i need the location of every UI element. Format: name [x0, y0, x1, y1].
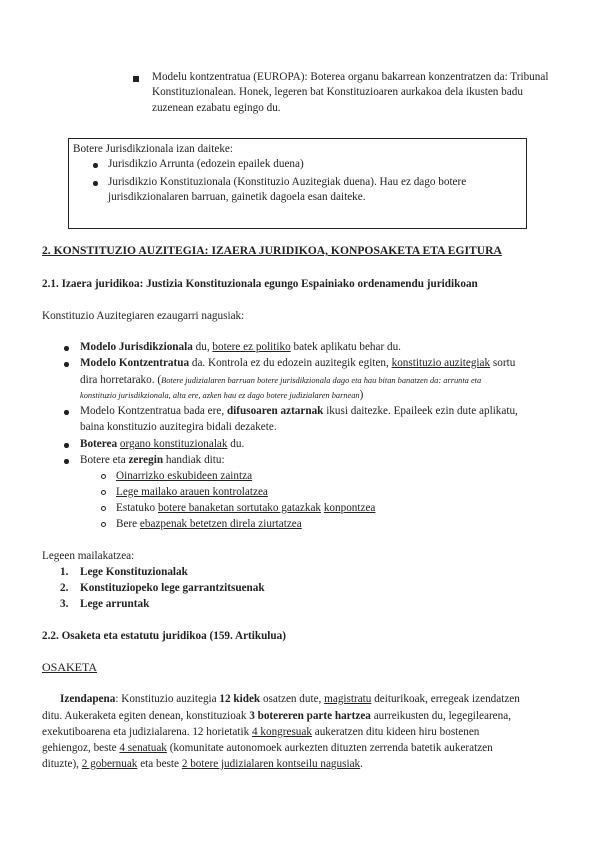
- list-item-bold: Modelo Kontzentratua: [80, 357, 190, 369]
- paragraph-line: [42, 692, 562, 707]
- circle-bullet-icon: [101, 490, 106, 495]
- list-item-bold: Modelo Jurisdikzionala: [80, 341, 193, 353]
- paragraph-underline: magistratu: [324, 693, 372, 705]
- sub-list-item: [116, 501, 375, 516]
- list-item-text: ikusi daitezke. Epaileek ezin dute aplikatu,: [323, 405, 518, 417]
- ordered-number: 2.: [60, 582, 69, 594]
- ordered-item: Lege Konstituzionalak: [80, 566, 188, 578]
- paragraph-underline: 4 senatuak: [119, 742, 167, 754]
- list-item: [80, 453, 560, 468]
- hierarchy-intro: Legeen mailakatzea:: [42, 550, 135, 562]
- list-item-text: batek aplikatu behar du.: [290, 341, 401, 353]
- circle-bullet-icon: [101, 522, 106, 527]
- subsection-heading: 2.2. Osaketa eta estatutu juridikoa (159. Artikulua): [42, 630, 286, 642]
- list-item: [80, 437, 560, 452]
- list-item-text: sortu: [490, 357, 516, 369]
- paragraph-underline: 2 gobernuak: [81, 758, 138, 770]
- circle-bullet-icon: [101, 506, 106, 511]
- info-box-title: Botere Jurisdikzionala izan daiteke:: [73, 143, 233, 155]
- sub-list-item: [116, 469, 252, 484]
- sub-list-item-text: Estatuko: [116, 502, 158, 514]
- list-item: [80, 404, 560, 419]
- sub-list-item-text: Lege mailako arauen kontrolatzea: [116, 486, 268, 498]
- bullet-icon: [64, 459, 69, 464]
- list-item-text: dira horretarako. (: [80, 374, 162, 386]
- paragraph-bold: 3 botereren parte hartzea: [249, 710, 371, 722]
- ordered-item: Konstituziopeko lege garrantzitsuenak: [80, 582, 265, 594]
- list-item-underline: konstituzio auzitegiak: [391, 357, 491, 369]
- info-box-item: Jurisdikzio Konstituzionala (Konstituzio Auzitegiak duena). Hau ez dago botere jurisdikzionalaren barruan, gainetik dagoela esan daiteke.: [108, 176, 467, 204]
- paragraph-text: : Konstituzio auzitegia: [115, 693, 220, 705]
- paragraph-text: ditu. Aukeraketa egiten denean, konstituzioak: [42, 710, 250, 722]
- bullet-icon: [93, 163, 98, 168]
- paragraph-underline: 2 botere judizialaren kontseilu nagusiak: [181, 758, 361, 770]
- paragraph-line: [42, 725, 562, 740]
- list-item-continuation: baina konstituzio auzitegira bidali dezakete.: [80, 421, 277, 433]
- square-bullet: [133, 76, 139, 82]
- sub-list-item-underline: konpontzea: [323, 502, 376, 514]
- paragraph-line: [42, 709, 562, 724]
- paragraph-text: aurreikusten du, legegilearena,: [370, 710, 511, 722]
- list-item-bold: difusoaren aztarnak: [226, 405, 324, 417]
- paragraph-text: .: [360, 758, 363, 770]
- circle-bullet-icon: [101, 474, 106, 479]
- paragraph-text: osatzen dute,: [260, 693, 325, 705]
- sub-list-item-text: Oinarrizko eskubideen zaintza: [116, 470, 253, 482]
- ordered-number: 3.: [60, 598, 69, 610]
- list-item: [80, 340, 560, 355]
- osaketa-label: [42, 660, 97, 675]
- paragraph-line: [42, 741, 562, 756]
- sub-list-item: [116, 485, 268, 500]
- paragraph-bold: 12 kidek: [219, 693, 261, 705]
- paragraph-text: (komunitate autonomoek aurkezten dituzten zerrenda batetik aukeratzen: [166, 742, 493, 754]
- paragraph-underline: 4 kongresuak: [251, 726, 312, 738]
- osaketa-label-text: OSAKETA: [42, 660, 98, 674]
- paragraph-text: exekutiboarena eta judizialarena. 12 horietatik: [42, 726, 252, 738]
- list-item-text: Modelo Kontzentratua bada ere,: [80, 405, 227, 417]
- list-item-text: du.: [227, 438, 245, 450]
- top-list-item: Modelu kontzentratua (EUROPA): Boterea organu bakarrean konzentratzen da: Tribunal Konstituzionalean. Honek, legeren bat Konstituzioaren aurkakoa dela ikusten badu zuzenean ezabatu egingo du.: [152, 71, 549, 114]
- paragraph-text: eta beste: [137, 758, 182, 770]
- list-item-text: du,: [192, 341, 213, 353]
- list-item-text: handiak ditu:: [163, 454, 225, 466]
- paragraph-text: gehiengoz, beste: [42, 742, 120, 754]
- section-heading: 2. KONSTITUZIO AUZITEGIA: IZAERA JURIDIKOA, KONPOSAKETA ETA EGITURA: [42, 244, 502, 257]
- bullet-icon: [64, 346, 69, 351]
- bullet-icon: [64, 362, 69, 367]
- sub-list-item: [116, 517, 302, 532]
- sub-list-item-text: Bere: [116, 518, 140, 530]
- bullet-icon: [64, 443, 69, 448]
- list-item: [80, 356, 560, 371]
- intro-text: Konstituzio Auzitegiaren ezaugarri nagusiak:: [42, 310, 245, 322]
- paragraph-bold: Izendapena: [60, 693, 116, 705]
- sub-list-item-underline: botere banaketan sortutako gatazkak: [157, 502, 322, 514]
- subsection-heading: 2.1. Izaera juridikoa: Justizia Konstituzionala egungo Espainiako ordenamendu juridikoan: [42, 278, 478, 290]
- list-item-text: da. Kontrola ez du edozein auzitegik egiten,: [189, 357, 392, 369]
- paragraph-text: aukeratzen ditu kideen hiru bostenen: [311, 726, 480, 738]
- bullet-icon: [64, 410, 69, 415]
- list-item-bold: zeregin: [128, 454, 164, 466]
- paragraph-line: [42, 757, 562, 772]
- list-item-underline: botere ez politiko: [212, 341, 291, 353]
- paragraph-text: deiturikoak, erregeak izendatzen: [371, 693, 520, 705]
- ordered-number: 1.: [60, 566, 69, 578]
- list-item-continuation: [80, 388, 560, 403]
- sub-list-item-underline: ebazpenak betetzen direla ziurtatzea: [139, 518, 302, 530]
- list-item-note: Botere judizialaren barruan botere jurisdikzionala dago eta hau bitan banatzen da: arrunta eta: [161, 376, 482, 385]
- bullet-icon: [93, 181, 98, 186]
- list-item-text: ): [359, 389, 364, 401]
- list-item-continuation: [80, 373, 560, 388]
- list-item-note: konstituzio jurisdikzionala, alta ere, azken hau ez dago botere judizialaren barnean: [80, 391, 360, 400]
- list-item-bold: Boterea: [80, 438, 118, 450]
- ordered-item: Lege arruntak: [80, 598, 150, 610]
- list-item-text: Botere eta: [80, 454, 129, 466]
- info-box-item: Jurisdikzio Arrunta (edozein epailek duena): [108, 158, 304, 170]
- list-item-underline: organo konstituzionalak: [119, 438, 228, 450]
- paragraph-text: dituzte),: [42, 758, 82, 770]
